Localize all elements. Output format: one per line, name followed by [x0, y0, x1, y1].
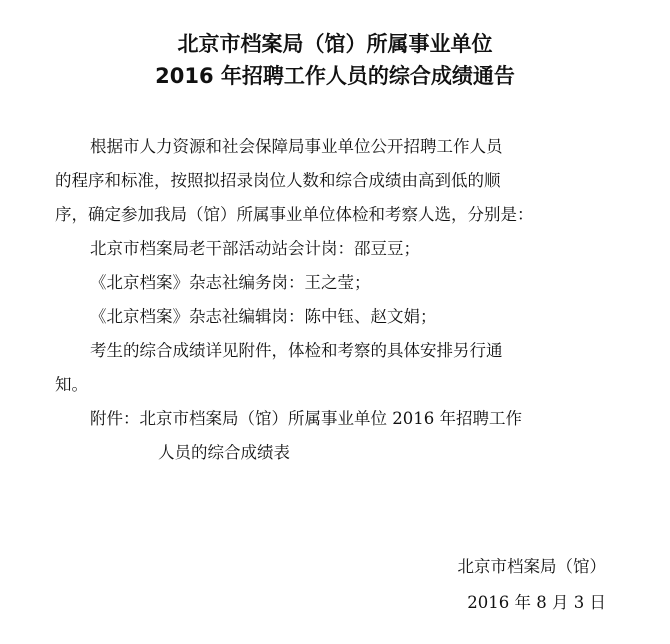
note-paragraph-line-1: 考生的综合成绩详见附件，体检和考察的具体安排另行通: [90, 341, 503, 360]
intro-paragraph-line-1: 根据市人力资源和社会保障局事业单位公开招聘工作人员: [90, 137, 503, 156]
note-paragraph-line-2: 知。: [55, 375, 88, 394]
intro-paragraph-line-3: 序，确定参加我局（馆）所属事业单位体检和考察人选，分别是：: [55, 205, 534, 224]
position-item: 北京市档案局老干部活动站会计岗：邵豆豆；: [90, 239, 420, 258]
signature-date: 2016 年 8 月 3 日: [467, 593, 606, 612]
document-title-line-2: 2016 年招聘工作人员的综合成绩通告: [155, 64, 515, 88]
attachment-line-2: 人员的综合成绩表: [158, 443, 290, 462]
signature-organization: 北京市档案局（馆）: [457, 557, 606, 576]
intro-paragraph-line-2: 的程序和标准，按照拟招录岗位人数和综合成绩由高到低的顺: [55, 171, 501, 190]
position-item: 《北京档案》杂志社编务岗：王之莹；: [90, 273, 371, 292]
position-item: 《北京档案》杂志社编辑岗：陈中钰、赵文娟；: [90, 307, 437, 326]
attachment-line-1: 附件：北京市档案局（馆）所属事业单位 2016 年招聘工作: [90, 409, 522, 428]
document-title-line-1: 北京市档案局（馆）所属事业单位: [177, 32, 493, 56]
